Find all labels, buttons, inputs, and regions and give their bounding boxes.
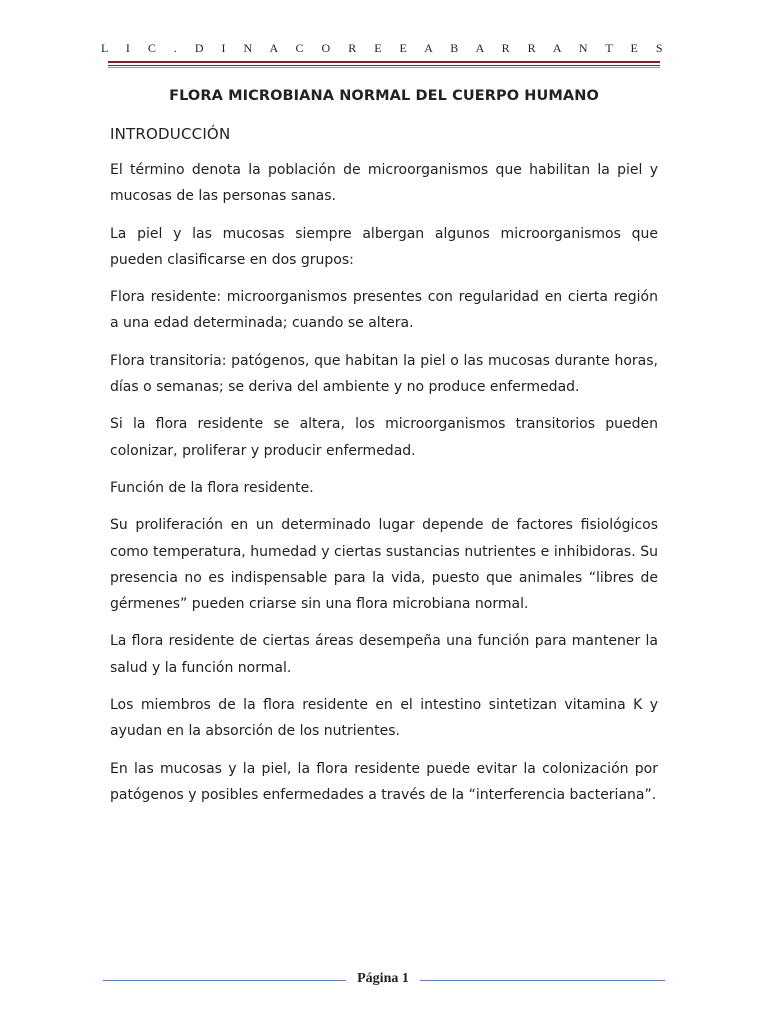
paragraph: Función de la flora residente. [110,479,314,496]
document-body [110,84,658,808]
footer-rule-right [420,980,665,981]
paragraph: En las mucosas y la piel, la flora residente puede evitar la colonización por patógenos y posibles enfermedades a través de la “interferencia bacteriana”. [110,760,658,803]
page-header-author: L I C . D I N A C O R E E A B A R R A N T E S [101,41,667,55]
header-rule-thick [108,61,660,63]
document-title: FLORA MICROBIANA NORMAL DEL CUERPO HUMANO [169,88,599,104]
paragraph: Su proliferación en un determinado lugar depende de factores fisiológicos como temperatura, humedad y ciertas sustancias nutrientes e inhibidoras. Su presencia no es indispensable para la vida, puesto que animales “libres de gérmenes” pueden criarse sin una flora microbiana normal. [110,517,658,613]
footer-rule-left [103,980,346,981]
header-rule-light [108,67,660,68]
section-heading: INTRODUCCIÓN [110,125,231,143]
page-number: Página 1 [357,971,409,986]
paragraph: Si la flora residente se altera, los microorganismos transitorios pueden colonizar, proliferar y producir enfermedad. [110,416,658,459]
paragraph: Flora transitoria: patógenos, que habitan la piel o las mucosas durante horas, días o semanas; se deriva del ambiente y no produce enfermedad. [110,352,658,396]
header-rule-thin [108,65,660,66]
paragraph: Flora residente: microorganismos presentes con regularidad en cierta región a una edad determinada; cuando se altera. [110,289,658,332]
paragraph: La flora residente de ciertas áreas desempeña una función para mantener la salud y la función normal. [110,633,658,676]
paragraph: El término denota la población de microorganismos que habilitan la piel y mucosas de las personas sanas. [110,162,658,205]
paragraph: Los miembros de la flora residente en el intestino sintetizan vitamina K y ayudan en la absorción de los nutrientes. [110,697,658,740]
paragraph: La piel y las mucosas siempre albergan algunos microorganismos que pueden clasificarse en dos grupos: [110,225,658,268]
